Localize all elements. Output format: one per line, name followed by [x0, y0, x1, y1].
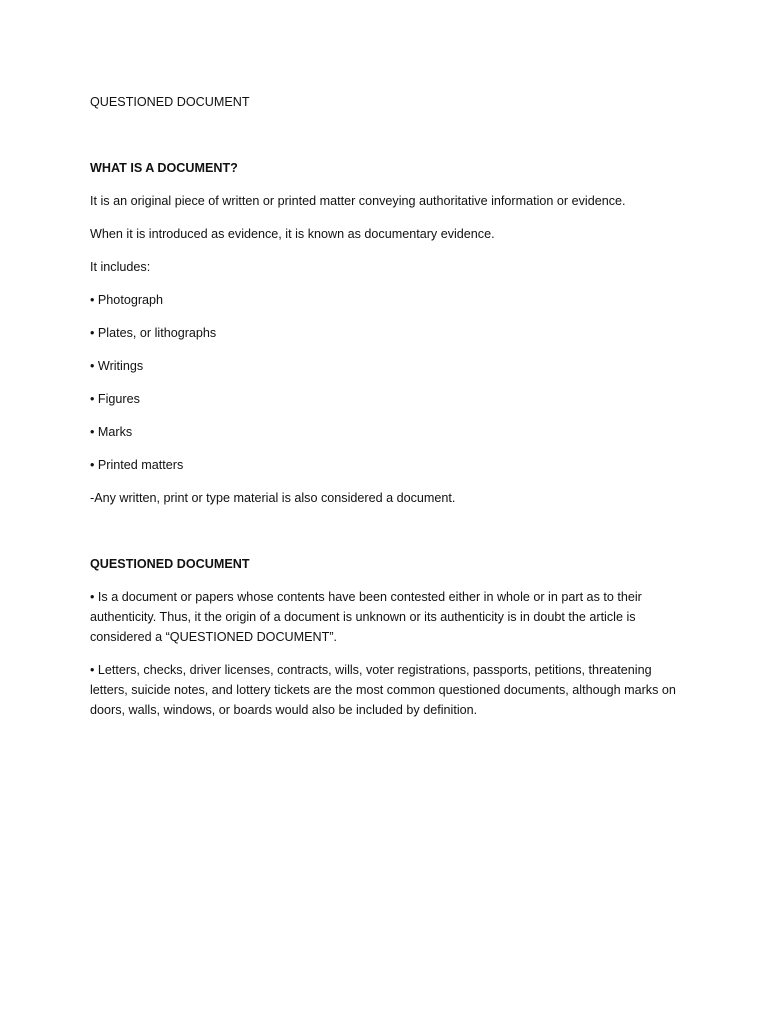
list-item-printed-matters: • Printed matters [90, 458, 184, 472]
includes-label: It includes: [90, 260, 151, 274]
questioned-document-definition: • Is a document or papers whose contents have been contested either in whole or in part as to their authenticity. Thus, it the origin of a document is unknown or its authenticity is in doubt the article is considered a “QUESTIONED DOCUMENT”. [90, 590, 642, 644]
section-heading-what-is-a-document: WHAT IS A DOCUMENT? [90, 161, 238, 175]
document-title: QUESTIONED DOCUMENT [90, 95, 250, 109]
list-item-plates: • Plates, or lithographs [90, 326, 217, 340]
list-item-photograph: • Photograph [90, 293, 164, 307]
list-item-marks: • Marks [90, 425, 133, 439]
document-body [90, 92, 680, 733]
questioned-document-examples: • Letters, checks, driver licenses, contracts, wills, voter registrations, passports, petitions, threatening letters, suicide notes, and lottery tickets are the most common questioned documents, although marks on doors, walls, windows, or boards would also be included by definition. [90, 663, 676, 717]
definition-paragraph: It is an original piece of written or printed matter conveying authoritative information or evidence. [90, 194, 626, 208]
list-item-figures: • Figures [90, 392, 140, 406]
documentary-evidence-paragraph: When it is introduced as evidence, it is known as documentary evidence. [90, 227, 495, 241]
list-item-writings: • Writings [90, 359, 144, 373]
document-note: -Any written, print or type material is also considered a document. [90, 491, 456, 505]
section-heading-questioned-document: QUESTIONED DOCUMENT [90, 557, 250, 571]
includes-list [90, 290, 680, 475]
